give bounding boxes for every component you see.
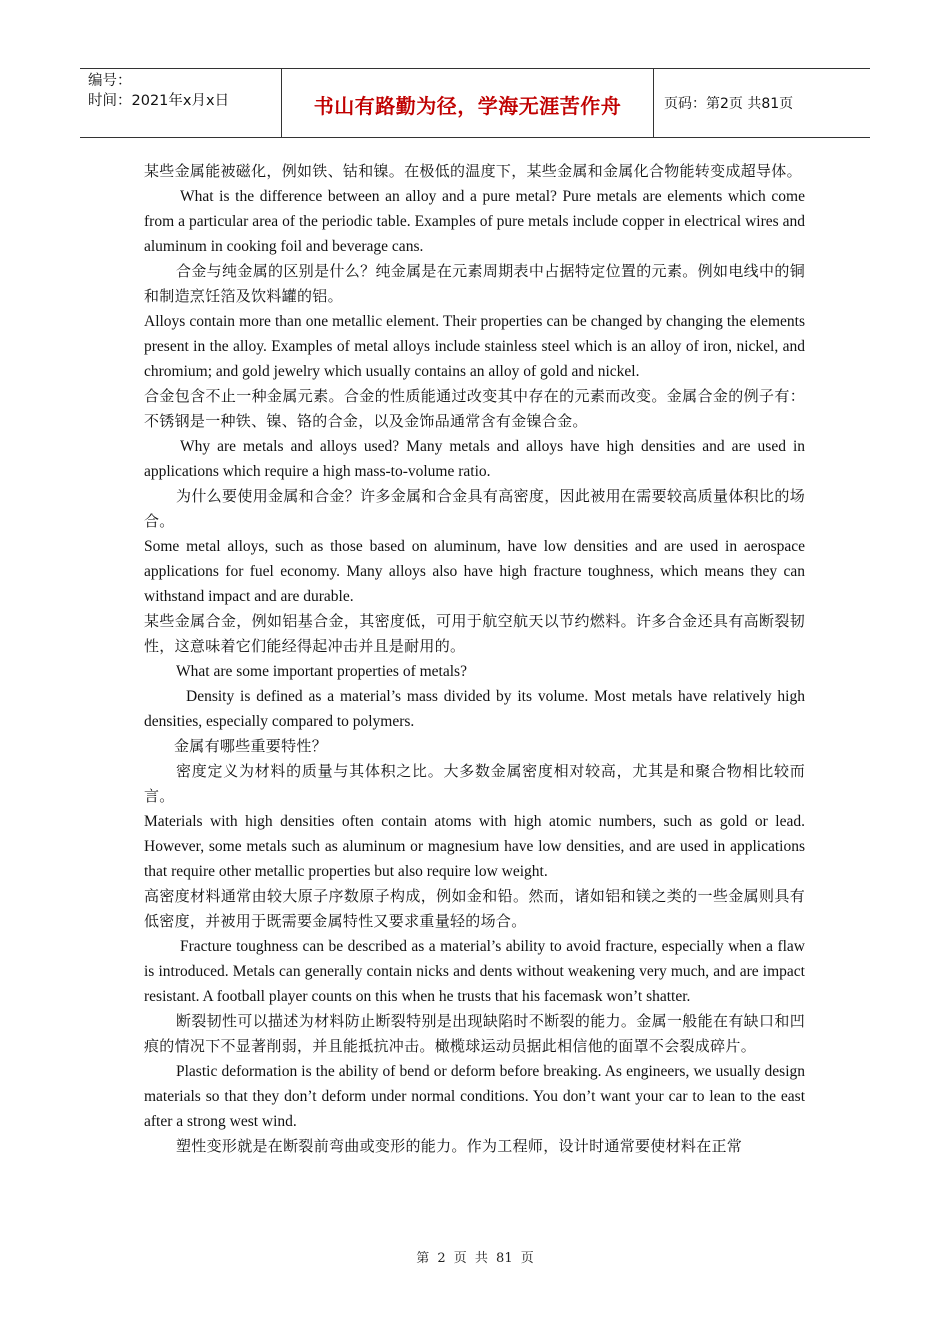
document-number-label: 编号： [88,73,132,89]
paragraph: Fracture toughness can be described as a material’s ability to avoid fracture, especially when a flaw is introduced. Metals can generally contain nicks and dents without weakening very much, and are impact resistant. A football player counts on this when he trusts that his facemask won’t shatter. [144,938,805,1005]
page-footer: 第 2 页 共 81 页 [416,1251,534,1266]
paragraph: Plastic deformation is the ability of bend or deform before breaking. As engineers, we usually design materials so that they don’t deform under normal conditions. You don’t want your car to lean to the east after a strong west wind. [144,1063,805,1130]
paragraph: 合金与纯金属的区别是什么？纯金属是在元素周期表中占据特定位置的元素。例如电线中的铜和制造烹饪箔及饮料罐的铝。 [144,262,805,305]
paragraph: 合金包含不止一种金属元素。合金的性质能通过改变其中存在的元素而改变。金属合金的例子有：不锈钢是一种铁、镍、铬的合金，以及金饰品通常含有金镍合金。 [144,387,805,430]
paragraph: 高密度材料通常由较大原子序数原子构成，例如金和铅。然而，诸如铝和镁之类的一些金属则具有低密度，并被用于既需要金属特性又要求重量轻的场合。 [144,887,805,930]
document-date: 时间：2021年x月x日 [88,93,230,109]
paragraph: 塑性变形就是在断裂前弯曲或变形的能力。作为工程师，设计时通常要使材料在正常 [176,1137,743,1155]
document-body [144,159,805,1159]
paragraph: Density is defined as a material’s mass divided by its volume. Most metals have relatively high densities, especially compared to polymers. [144,688,805,730]
header-page-info: 页码：第2页 共81页 [664,96,794,112]
paragraph: What is the difference between an alloy and a pure metal? Pure metals are elements which come from a particular area of the periodic table. Examples of pure metals include copper in electrical wires and aluminum in cooking foil and beverage cans. [144,188,805,255]
paragraph: Alloys contain more than one metallic element. Their properties can be changed by changing the elements present in the alloy. Examples of metal alloys include stainless steel which is an alloy of iron, nickel, and chromium; and gold jewelry which usually contains an alloy of gold and nickel. [144,313,805,380]
paragraph: What are some important properties of metals? [176,663,467,680]
paragraph: 密度定义为材料的质量与其体积之比。大多数金属密度相对较高，尤其是和聚合物相比较而言。 [144,762,805,805]
paragraph: 断裂韧性可以描述为材料防止断裂特别是出现缺陷时不断裂的能力。金属一般能在有缺口和凹痕的情况下不显著削弱，并且能抵抗冲击。橄榄球运动员据此相信他的面罩不会裂成碎片。 [144,1012,805,1055]
paragraph: 某些金属能被磁化，例如铁、钴和镍。在极低的温度下，某些金属和金属化合物能转变成超导体。 [144,162,802,180]
header-motto: 书山有路勤为径，学海无涯苦作舟 [282,69,654,137]
paragraph: Materials with high densities often contain atoms with high atomic numbers, such as gold or lead. However, some metals such as aluminum or magnesium have low densities, and are used in applications that require other metallic properties but also require low weight. [144,813,805,880]
paragraph: 金属有哪些重要特性？ [174,737,328,755]
paragraph: Why are metals and alloys used? Many metals and alloys have high densities and are used in applications which require a high mass-to-volume ratio. [144,438,805,480]
paragraph: 为什么要使用金属和合金？许多金属和合金具有高密度，因此被用在需要较高质量体积比的场合。 [144,487,805,530]
paragraph: Some metal alloys, such as those based on aluminum, have low densities and are used in aerospace applications for fuel economy. Many alloys also have high fracture toughness, which means they can withstand impact and are durable. [144,538,805,605]
page-header [80,68,870,138]
paragraph: 某些金属合金，例如铝基合金，其密度低，可用于航空航天以节约燃料。许多合金还具有高断裂韧性，这意味着它们能经得起冲击并且是耐用的。 [144,612,805,655]
header-meta [80,69,282,137]
